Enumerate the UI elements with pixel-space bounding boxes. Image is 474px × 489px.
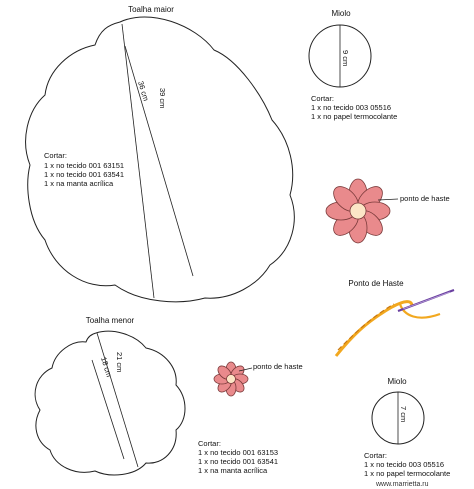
large-cut-line-1: 1 x no tecido 001 63151 <box>44 161 125 170</box>
miolo-top-cut-line-1: 1 x no tecido 003 05516 <box>311 103 392 112</box>
small-dim-18: 18 cm <box>99 355 114 379</box>
miolo-top <box>309 9 397 121</box>
miolo-top-cut-line-2: 1 x no papel termocolante <box>311 112 398 121</box>
flower-small-label: ponto de haste <box>253 362 303 371</box>
miolo-top-cut-title: Cortar: <box>311 94 334 103</box>
large-cut-title: Cortar: <box>44 151 67 160</box>
small-pattern-title: Toalha menor <box>85 316 135 325</box>
flower-small <box>214 362 303 396</box>
small-cut-line-3: 1 x na manta acrílica <box>198 466 268 475</box>
flower-large <box>326 179 450 243</box>
small-cut-line-2: 1 x no tecido 001 63541 <box>198 457 279 466</box>
stitch-thread-tail <box>400 304 440 318</box>
miolo-bottom-dim: 7 cm <box>399 406 408 423</box>
miolo-bottom-cut-title: Cortar: <box>364 451 387 460</box>
needle-highlight <box>403 292 450 309</box>
large-dim-36: 36 cm <box>136 79 151 103</box>
miolo-bottom-title: Miolo <box>387 377 407 386</box>
miolo-bottom <box>364 377 450 478</box>
large-pattern-title: Toalha maior <box>128 5 174 14</box>
small-scalloped-outline <box>35 331 185 475</box>
flower-large-center <box>350 203 366 219</box>
large-dim-39: 39 cm <box>158 88 167 109</box>
small-cut-line-1: 1 x no tecido 001 63153 <box>198 448 279 457</box>
watermark: www.marrietta.ru <box>376 481 429 488</box>
miolo-bottom-cut-line-1: 1 x no tecido 003 05516 <box>364 460 445 469</box>
stitch-illustration <box>336 279 454 356</box>
flower-small-center <box>227 375 236 384</box>
stitch-title: Ponto de Haste <box>348 279 404 288</box>
large-pattern <box>26 5 295 302</box>
small-cut-title: Cortar: <box>198 439 221 448</box>
large-cut-line-3: 1 x na manta acrílica <box>44 179 114 188</box>
flower-large-label: ponto de haste <box>400 194 450 203</box>
small-cut-block <box>198 439 278 475</box>
miolo-top-dim: 9 cm <box>341 50 350 67</box>
miolo-bottom-cut-line-2: 1 x no papel termocolante <box>364 469 451 478</box>
small-pattern <box>35 316 185 475</box>
small-dim-21: 21 cm <box>115 352 124 373</box>
miolo-top-title: Miolo <box>331 9 351 18</box>
large-cut-line-2: 1 x no tecido 001 63541 <box>44 170 125 179</box>
